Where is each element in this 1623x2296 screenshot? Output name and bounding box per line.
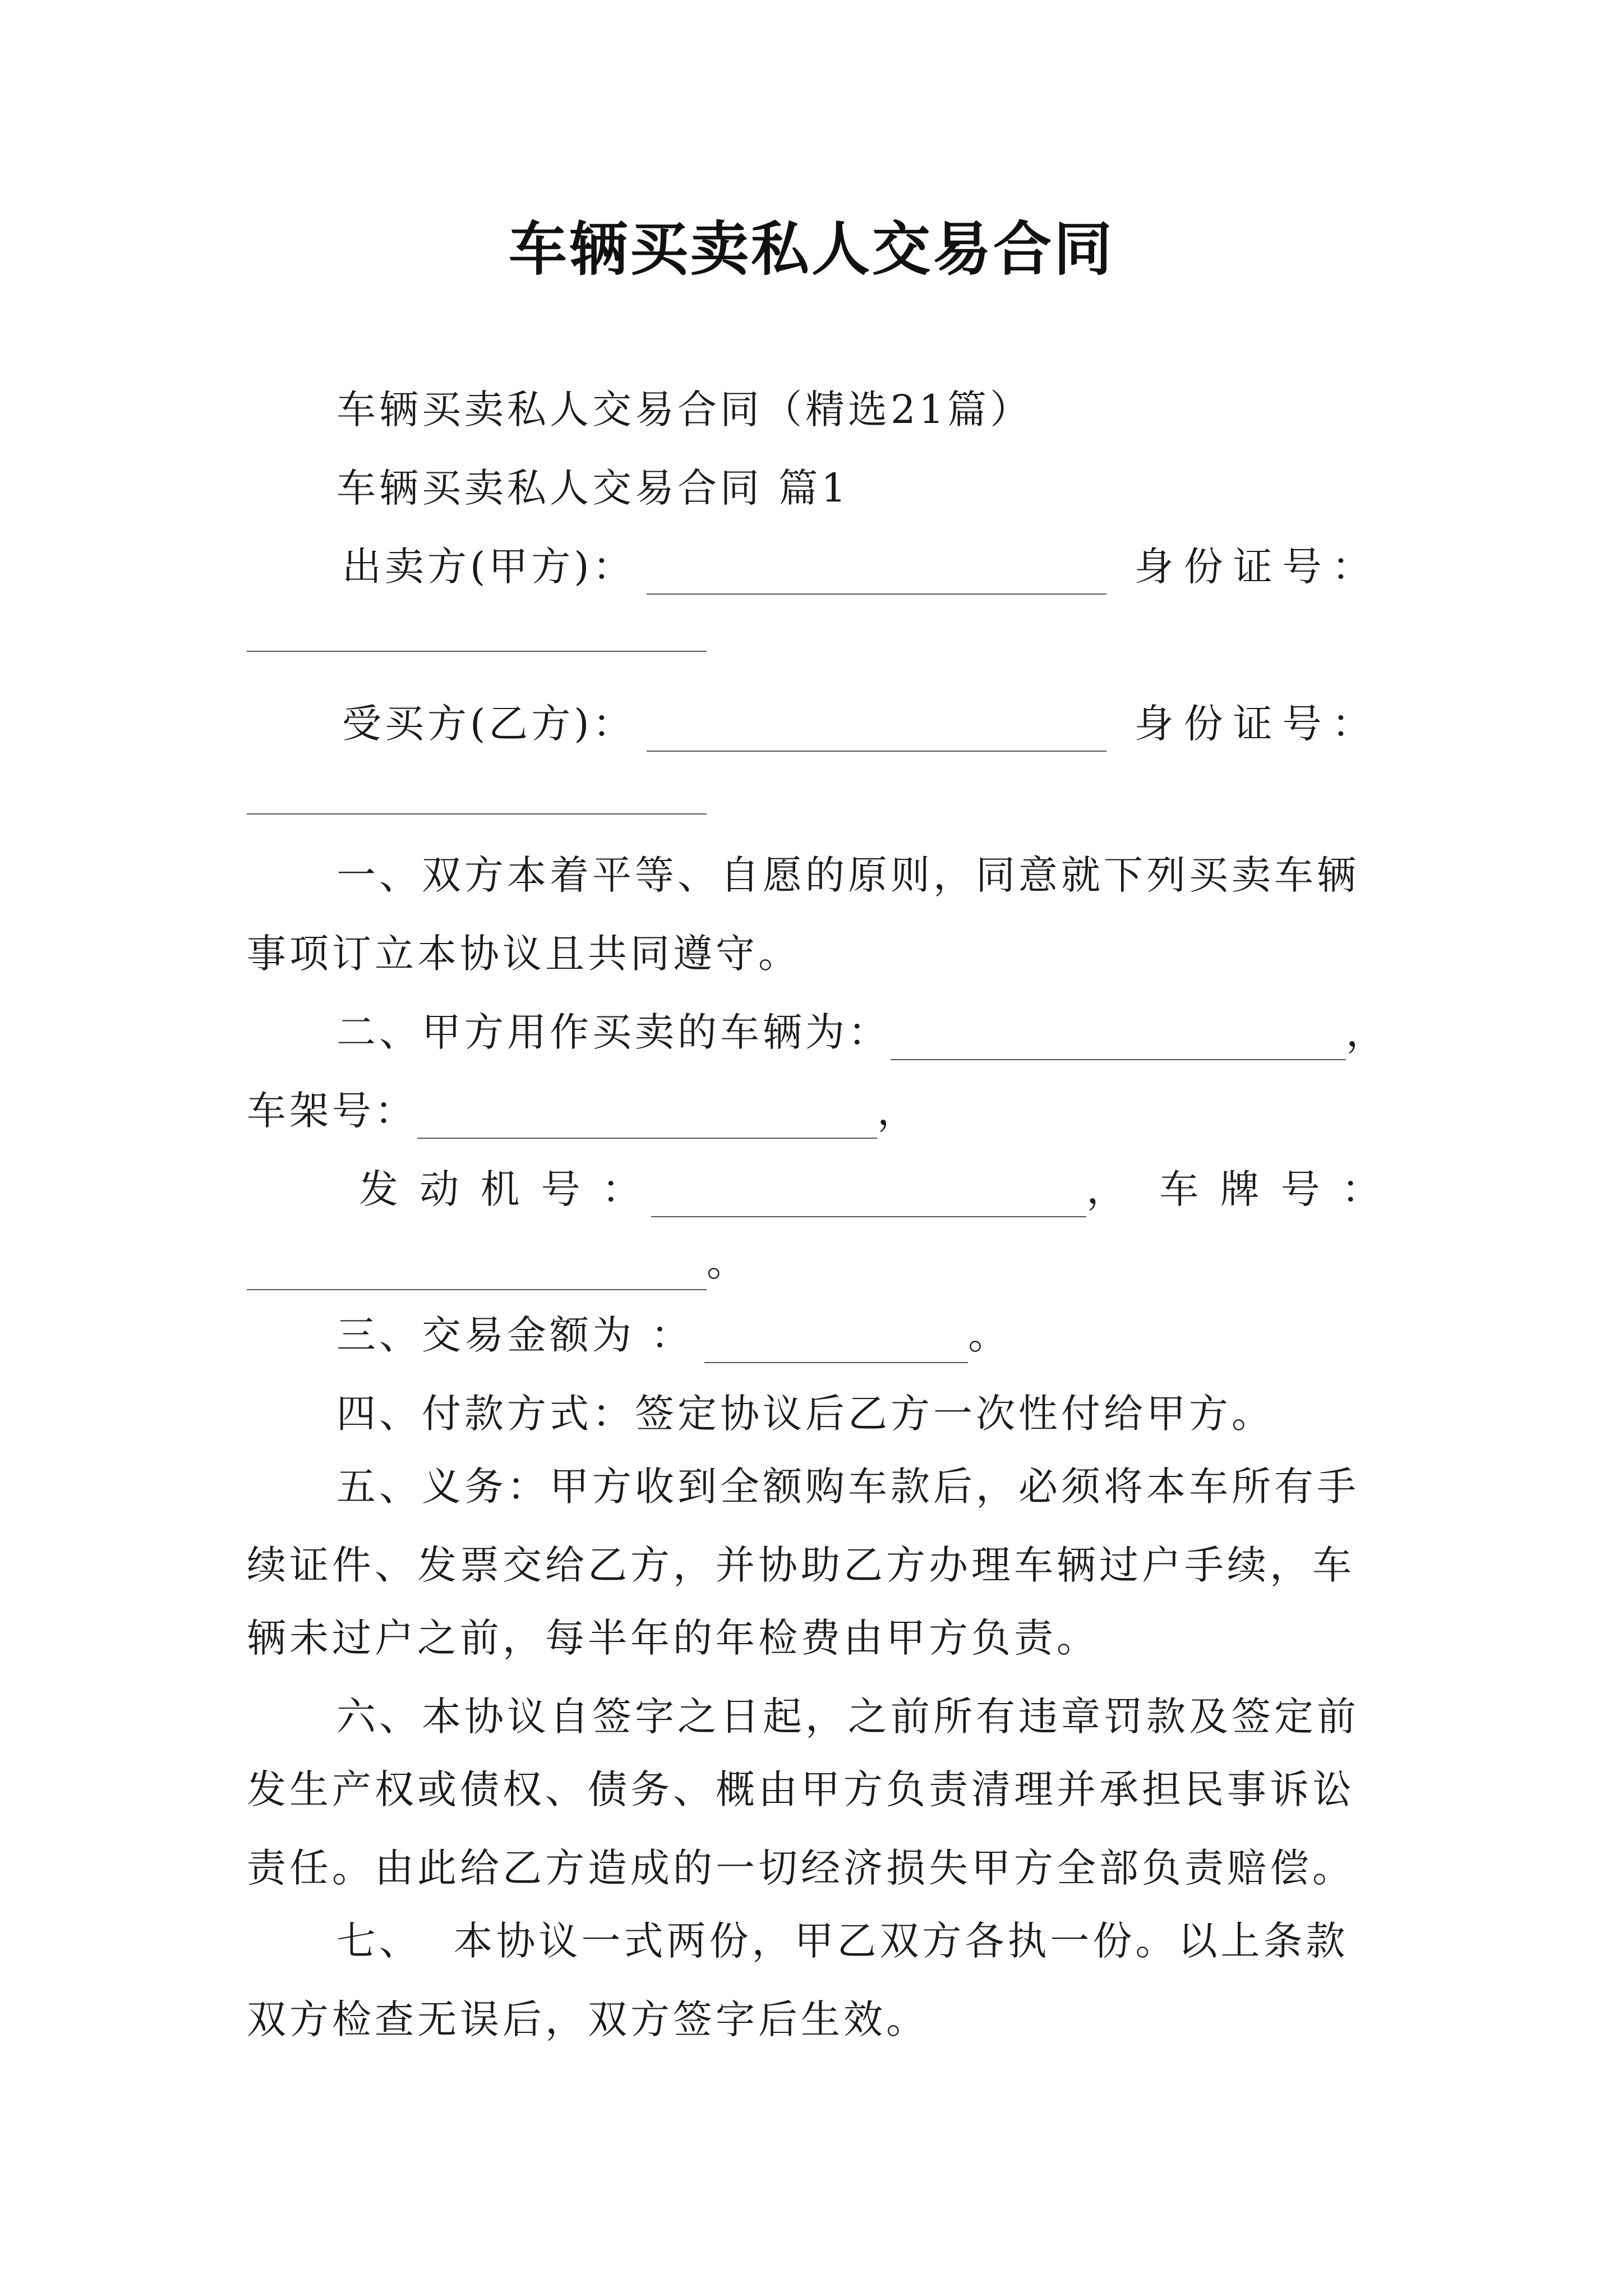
clause6-line1: 六、本协议自签字之日起，之前所有违章罚款及签定前 xyxy=(336,1694,1359,1740)
frame-number-field[interactable] xyxy=(417,1097,877,1139)
seller-label: 出卖方(甲方)： xyxy=(342,544,635,590)
clause3-label: 三、交易金额为 ： xyxy=(336,1312,694,1358)
clause5-line2: 续证件、发票交给乙方，并协助乙方办理车辆过户手续，车 xyxy=(247,1542,1355,1588)
plate-number-label: 车 牌 号 ： xyxy=(1159,1166,1385,1212)
clause4: 四、付款方式：签定协议后乙方一次性付给甲方。 xyxy=(336,1391,1274,1437)
plate-number-field[interactable] xyxy=(247,1249,707,1290)
clause3-row xyxy=(247,1307,1385,1363)
frame-number-comma: ， xyxy=(877,1088,916,1134)
frame-number-label: 车架号： xyxy=(247,1088,417,1134)
seller-row xyxy=(247,539,1385,595)
buyer-row xyxy=(247,696,1385,752)
clause1-line2: 事项订立本协议且共同遵守。 xyxy=(247,931,801,977)
seller-name-field[interactable] xyxy=(647,553,1106,595)
clause3-period: 。 xyxy=(968,1312,1008,1358)
buyer-id-label: 身份证号： xyxy=(1134,701,1381,747)
clause7-line2: 双方检查无误后，双方签字后生效。 xyxy=(247,1996,929,2042)
clause5-line1: 五、义务：甲方收到全额购车款后，必须将本车所有手 xyxy=(336,1464,1359,1510)
engine-number-label: 发 动 机 号 ： xyxy=(359,1166,646,1212)
clause2-vehicle-label: 二、甲方用作买卖的车辆为： xyxy=(336,1009,891,1055)
document-title: 车辆买卖私人交易合同 xyxy=(508,215,1114,283)
plate-number-row xyxy=(247,1234,1385,1290)
seller-id-field[interactable] xyxy=(247,651,707,652)
clause1-line1: 一、双方本着平等、自愿的原则，同意就下列买卖车辆 xyxy=(336,852,1359,898)
vehicle-field[interactable] xyxy=(891,1019,1346,1060)
engine-number-comma: ， xyxy=(1086,1166,1126,1212)
clause6-line2: 发生产权或债权、债务、概由甲方负责清理并承担民事诉讼 xyxy=(247,1766,1355,1812)
plate-number-period: 。 xyxy=(707,1239,746,1285)
clause2-vehicle-row xyxy=(247,1004,1385,1060)
buyer-id-field[interactable] xyxy=(247,813,707,815)
clause6-line3: 责任。由此给乙方造成的一切经济损失甲方全部负责赔偿。 xyxy=(247,1845,1355,1891)
buyer-label: 受买方(乙方)： xyxy=(342,701,635,747)
document-subtitle: 车辆买卖私人交易合同（精选21篇） xyxy=(336,386,1033,432)
chapter-heading: 车辆买卖私人交易合同 篇1 xyxy=(336,465,850,511)
buyer-name-field[interactable] xyxy=(647,710,1106,752)
frame-number-row xyxy=(247,1083,1385,1139)
clause5-line3: 辆未过户之前，每半年的年检费由甲方负责。 xyxy=(247,1615,1099,1661)
clause2-comma: ， xyxy=(1346,1009,1385,1055)
clause7-line1: 七、 本协议一式两份，甲乙双方各执一份。以上条款 xyxy=(336,1918,1349,1964)
engine-plate-row xyxy=(247,1161,1385,1217)
engine-number-field[interactable] xyxy=(651,1176,1086,1217)
amount-field[interactable] xyxy=(704,1322,968,1363)
seller-id-label: 身份证号： xyxy=(1134,544,1381,590)
